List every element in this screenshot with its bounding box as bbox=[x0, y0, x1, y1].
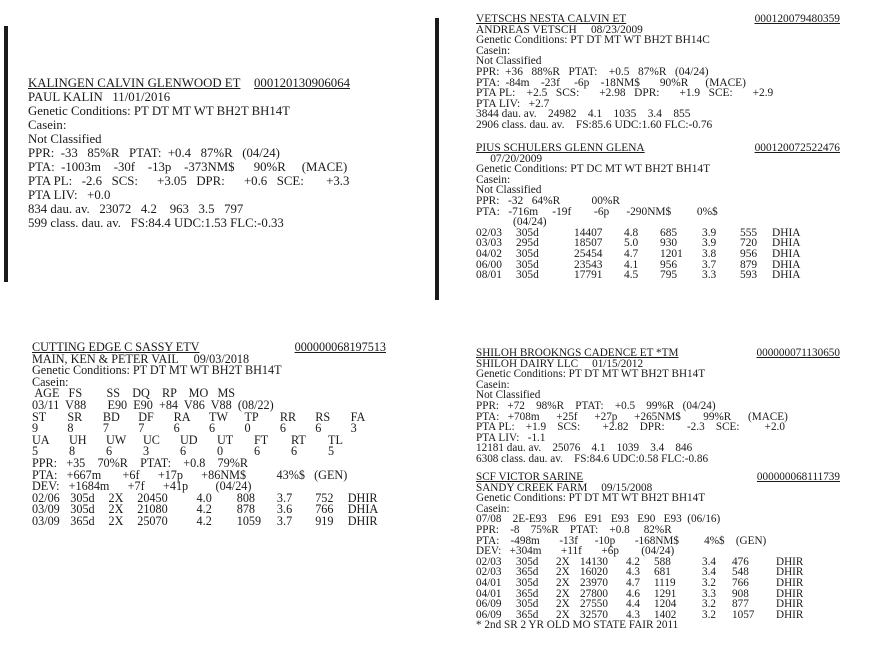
trait-cell: 0 bbox=[244, 421, 251, 436]
entry-header bbox=[476, 348, 840, 359]
record-milk: 32570 bbox=[580, 608, 608, 621]
record-source: DHIA bbox=[772, 247, 801, 260]
record-milk: 25070 bbox=[137, 513, 168, 528]
record-source: DHIR bbox=[776, 576, 804, 589]
record-days: 365d bbox=[516, 566, 539, 579]
casein-line: Casein: bbox=[476, 173, 511, 186]
registration-number: 000000068111739 bbox=[756, 471, 840, 483]
entry-header bbox=[28, 76, 350, 90]
record-protein-pct: 3.4 bbox=[702, 555, 716, 568]
record-date: 03/09 bbox=[32, 513, 60, 528]
record-milkings: 2X bbox=[556, 608, 570, 621]
record-milkings: 2X bbox=[108, 513, 124, 528]
record-date: 06/09 bbox=[476, 608, 502, 621]
ppr-line: PPR: +72 98%R PTAT: +0.5 99%R (04/24) bbox=[476, 399, 716, 412]
trait-cell: 6 bbox=[315, 421, 322, 436]
record-source: DHIR bbox=[776, 608, 804, 621]
record-fat: 808 bbox=[236, 490, 256, 505]
record-fat-pct: 4.3 bbox=[626, 566, 640, 579]
record-fat: 1204 bbox=[654, 598, 677, 611]
owner-line: SHILOH DAIRY LLC 01/15/2012 bbox=[476, 357, 644, 370]
record-milk: 23970 bbox=[580, 576, 608, 589]
pta-line: PTA: +667m +6f +17p +86NM$ 43%$ (GEN) bbox=[32, 467, 348, 482]
trait-cell: 3 bbox=[350, 421, 357, 436]
trait-cell: RR bbox=[279, 409, 297, 424]
record-protein: 908 bbox=[732, 587, 749, 600]
record-date: 04/01 bbox=[476, 587, 502, 600]
pta-line: PTA: +708m +25f +27p +265NM$ 99%R (MACE) bbox=[476, 410, 788, 423]
owner-line: PAUL KALIN 11/01/2016 bbox=[28, 90, 171, 104]
genetic-conditions: Genetic Conditions: PT DT MT WT BH2T BH14T bbox=[476, 492, 706, 505]
pta-pl-line: PTA PL: +1.9 SCS: +2.82 DPR: -2.3 SCE: +2.0 bbox=[476, 421, 785, 434]
genetic-conditions: Genetic Conditions: PT DT MT WT BH2T BH14T bbox=[28, 104, 290, 118]
ppr-line: PPR: -33 85%R PTAT: +0.4 87%R (04/24) bbox=[28, 146, 280, 160]
record-days: 365d bbox=[516, 587, 539, 600]
record-fat-pct: 4.5 bbox=[624, 269, 639, 282]
classification-line: Not Classified bbox=[28, 132, 102, 146]
casein-line: Casein: bbox=[476, 44, 511, 57]
record-protein-pct: 3.2 bbox=[702, 608, 716, 621]
trait-cell: RT bbox=[291, 432, 306, 447]
record-protein: 1057 bbox=[732, 608, 755, 621]
record-fat: 930 bbox=[660, 237, 678, 250]
center-divider-bar bbox=[435, 18, 439, 300]
pta-line: PTA: -84m -23f -6p -18NM$ 90%R (MACE) bbox=[476, 76, 746, 89]
date-line: (04/24) bbox=[476, 216, 547, 229]
trait-cell: TP bbox=[244, 409, 259, 424]
casein-line: Casein: bbox=[476, 502, 510, 515]
record-protein: 766 bbox=[732, 576, 749, 589]
record-source: DHIA bbox=[347, 502, 379, 517]
pta-liv-line: PTA LIV: -1.1 bbox=[476, 431, 546, 444]
trait-cell: 9 bbox=[32, 421, 39, 436]
trait-cell: BD bbox=[102, 409, 120, 424]
record-protein: 879 bbox=[740, 258, 758, 271]
lactation-records bbox=[476, 557, 840, 621]
record-date: 06/00 bbox=[476, 258, 502, 271]
record-date: 02/06 bbox=[32, 490, 60, 505]
record-fat-pct: 5.0 bbox=[624, 237, 639, 250]
trait-cell: 7 bbox=[138, 421, 145, 436]
record-protein-pct: 3.3 bbox=[702, 587, 716, 600]
dev-line: DEV: +1684m +7f +41p (04/24) bbox=[32, 479, 252, 494]
dev-line: DEV: +304m +11f +6p (04/24) bbox=[476, 545, 675, 558]
daughter-average-line: 12181 dau. av. 25076 4.1 1039 3.4 846 bbox=[476, 442, 693, 455]
classification-line: Not Classified bbox=[476, 184, 542, 197]
sire-entry-kalingen bbox=[28, 76, 350, 230]
trait-cell: 3 bbox=[143, 444, 150, 459]
daughter-average-line: 3844 dau. av. 24982 4.1 1035 3.4 855 bbox=[476, 108, 691, 121]
record-fat-pct: 4.3 bbox=[626, 608, 640, 621]
record-source: DHIR bbox=[347, 490, 378, 505]
record-protein-pct: 3.8 bbox=[702, 247, 717, 260]
trait-cell: RS bbox=[315, 409, 331, 424]
trait-cell: 6 bbox=[209, 421, 216, 436]
classified-daughter-line: 2906 class. dau. av. FS:85.6 UDC:1.60 FLC:-0.76 bbox=[476, 118, 713, 131]
record-days: 305d bbox=[70, 490, 95, 505]
record-fat: 588 bbox=[654, 555, 671, 568]
record-milk: 27800 bbox=[580, 587, 608, 600]
ppr-line: PPR: +35 70%R PTAT: +0.8 79%R bbox=[32, 455, 248, 470]
record-fat-pct: 4.2 bbox=[626, 555, 640, 568]
record-fat-pct: 4.8 bbox=[624, 226, 639, 239]
record-fat: 1059 bbox=[236, 513, 262, 528]
record-milk: 23543 bbox=[574, 258, 603, 271]
trait-cell: UD bbox=[180, 432, 198, 447]
ppr-line: PPR: -32 64%R 00%R bbox=[476, 194, 620, 207]
classification-scores: 07/08 2E-E93 E96 E91 E93 E90 E93 (06/16) bbox=[476, 513, 721, 526]
entry-header bbox=[476, 143, 840, 154]
record-protein-pct: 3.7 bbox=[276, 490, 293, 505]
trait-cell: ST bbox=[32, 409, 47, 424]
record-fat: 795 bbox=[660, 269, 678, 282]
record-protein-pct: 3.2 bbox=[702, 598, 716, 611]
record-date: 02/03 bbox=[476, 566, 502, 579]
record-milk: 16020 bbox=[580, 566, 608, 579]
record-source: DHIA bbox=[772, 269, 801, 282]
record-milkings: 2X bbox=[556, 576, 570, 589]
record-date: 03/09 bbox=[32, 502, 60, 517]
ppr-line: PPR: -8 75%R PTAT: +0.8 82%R bbox=[476, 523, 672, 536]
record-milkings: 2X bbox=[108, 490, 124, 505]
record-fat-pct: 4.4 bbox=[626, 598, 640, 611]
dam-entry-pius-schulers bbox=[476, 143, 840, 281]
classified-daughter-line: 6308 class. dau. av. FS:84.6 UDC:0.58 FLC:-0.86 bbox=[476, 452, 709, 465]
trait-cell: 8 bbox=[69, 444, 76, 459]
trait-cell: DF bbox=[138, 409, 154, 424]
dam-entry-scf-victor bbox=[476, 472, 840, 631]
trait-cell: UC bbox=[143, 432, 160, 447]
record-protein: 593 bbox=[740, 269, 758, 282]
record-date: 03/03 bbox=[476, 237, 502, 250]
record-date: 04/02 bbox=[476, 247, 502, 260]
lactation-row bbox=[476, 249, 840, 260]
classification-scores: 03/11 V88 E90 E90 +84 V86 V88 (08/22) bbox=[32, 397, 274, 412]
owner-line: ANDREAS VETSCH 08/23/2009 bbox=[476, 23, 643, 36]
trait-cell: 6 bbox=[291, 444, 298, 459]
record-days: 305d bbox=[70, 502, 95, 517]
trait-cell: FT bbox=[254, 432, 269, 447]
record-protein-pct: 3.4 bbox=[702, 566, 716, 579]
trait-cell: 6 bbox=[180, 444, 187, 459]
record-protein-pct: 3.6 bbox=[276, 502, 293, 517]
record-protein: 720 bbox=[740, 237, 758, 250]
entry-header bbox=[476, 472, 840, 483]
record-milkings: 2X bbox=[556, 598, 570, 611]
record-fat-pct: 4.0 bbox=[196, 490, 212, 505]
registration-number: 000120130906064 bbox=[254, 76, 350, 90]
record-days: 305d bbox=[516, 258, 539, 271]
record-days: 305d bbox=[516, 576, 539, 589]
record-fat-pct: 4.6 bbox=[626, 587, 640, 600]
record-source: DHIR bbox=[776, 587, 804, 600]
record-source: DHIA bbox=[772, 226, 801, 239]
record-source: DHIR bbox=[776, 555, 804, 568]
trait-cell: TW bbox=[209, 409, 228, 424]
record-fat: 956 bbox=[660, 258, 678, 271]
record-protein-pct: 3.2 bbox=[702, 576, 716, 589]
record-milk: 25454 bbox=[574, 247, 603, 260]
trait-cell: RA bbox=[173, 409, 191, 424]
record-protein-pct: 3.3 bbox=[702, 269, 717, 282]
record-days: 365d bbox=[70, 513, 95, 528]
animal-name: CUTTING EDGE C SASSY ETV bbox=[32, 340, 200, 354]
genetic-conditions: Genetic Conditions: PT DT MT WT BH2T BH14T bbox=[476, 368, 706, 381]
animal-name: SHILOH BROOKNGS CADENCE ET *TM bbox=[476, 347, 679, 359]
trait-cell: 6 bbox=[279, 421, 286, 436]
record-fat: 1119 bbox=[654, 576, 676, 589]
record-source: DHIR bbox=[776, 566, 804, 579]
record-protein: 877 bbox=[732, 598, 749, 611]
record-fat: 1402 bbox=[654, 608, 677, 621]
classification-line: Not Classified bbox=[476, 389, 541, 402]
record-milkings: 2X bbox=[556, 555, 570, 568]
genetic-conditions: Genetic Conditions: PT DT MT WT BH2T BH14T bbox=[32, 363, 282, 378]
birth-date-line: 07/20/2009 bbox=[476, 152, 543, 165]
classified-daughter-line: 599 class. dau. av. FS:84.4 UDC:1.53 FLC:-0.33 bbox=[28, 216, 284, 230]
record-days: 305d bbox=[516, 269, 539, 282]
animal-name: KALINGEN CALVIN GLENWOOD ET bbox=[28, 76, 241, 90]
animal-name: PIUS SCHULERS GLENN GLENA bbox=[476, 142, 645, 154]
record-protein: 476 bbox=[732, 555, 749, 568]
pta-liv-line: PTA LIV: +2.7 bbox=[476, 97, 550, 110]
record-fat: 1291 bbox=[654, 587, 677, 600]
record-milkings: 2X bbox=[556, 587, 570, 600]
owner-line: MAIN, KEN & PETER VAIL 09/03/2018 bbox=[32, 351, 250, 366]
record-source: DHIA bbox=[772, 258, 801, 271]
registration-number: 000000071130650 bbox=[756, 347, 840, 359]
lactation-row bbox=[476, 270, 840, 281]
trait-cell: 0 bbox=[217, 444, 224, 459]
pta-pl-line: PTA PL: +2.5 SCS: +2.98 DPR: +1.9 SCE: +2.9 bbox=[476, 87, 774, 100]
record-fat: 878 bbox=[236, 502, 256, 517]
lactation-row bbox=[476, 578, 840, 589]
record-milk: 14130 bbox=[580, 555, 608, 568]
pta-pl-line: PTA PL: -2.6 SCS: +3.05 DPR: +0.6 SCE: +3.3 bbox=[28, 174, 350, 188]
record-days: 295d bbox=[516, 237, 539, 250]
ppr-line: PPR: +36 88%R PTAT: +0.5 87%R (04/24) bbox=[476, 65, 709, 78]
classification-line: Not Classified bbox=[476, 55, 542, 68]
record-fat-pct: 4.2 bbox=[196, 502, 212, 517]
owner-line: SANDY CREEK FARM 09/15/2008 bbox=[476, 481, 653, 494]
record-date: 06/09 bbox=[476, 598, 502, 611]
left-margin-bar bbox=[4, 26, 8, 282]
record-protein-pct: 3.9 bbox=[702, 237, 717, 250]
record-milk: 14407 bbox=[574, 226, 603, 239]
trait-cell: UH bbox=[69, 432, 87, 447]
lactation-records bbox=[32, 490, 386, 528]
trait-cell: SR bbox=[67, 409, 83, 424]
trait-cell: UT bbox=[217, 432, 234, 447]
daughter-average-line: 834 dau. av. 23072 4.2 963 3.5 797 bbox=[28, 202, 244, 216]
trait-cell: UW bbox=[106, 432, 127, 447]
record-fat-pct: 4.7 bbox=[624, 247, 639, 260]
casein-line: Casein: bbox=[476, 378, 510, 391]
record-date: 02/03 bbox=[476, 226, 502, 239]
record-fat-pct: 4.7 bbox=[626, 576, 640, 589]
pta-line: PTA: -1003m -30f -13p -373NM$ 90%R (MACE) bbox=[28, 160, 348, 174]
lactation-records bbox=[476, 228, 840, 281]
record-days: 305d bbox=[516, 247, 539, 260]
record-milk: 17791 bbox=[574, 269, 603, 282]
pta-liv-line: PTA LIV: +0.0 bbox=[28, 188, 111, 202]
animal-name: SCF VICTOR SARINE bbox=[476, 471, 584, 483]
record-milkings: 2X bbox=[556, 566, 570, 579]
casein-line: Casein: bbox=[28, 118, 67, 132]
record-protein: 548 bbox=[732, 566, 749, 579]
trait-cell: 6 bbox=[106, 444, 113, 459]
sire-entry-shiloh bbox=[476, 348, 840, 465]
registration-number: 000120072522476 bbox=[754, 142, 840, 154]
record-milk: 20450 bbox=[137, 490, 168, 505]
record-source: DHIA bbox=[772, 237, 801, 250]
record-protein: 919 bbox=[315, 513, 334, 528]
record-source: DHIR bbox=[347, 513, 378, 528]
trait-cell: UA bbox=[32, 432, 50, 447]
record-protein: 555 bbox=[740, 226, 758, 239]
trait-cell: FA bbox=[350, 409, 366, 424]
record-days: 365d bbox=[516, 608, 539, 621]
record-fat: 681 bbox=[654, 566, 671, 579]
record-protein-pct: 3.7 bbox=[276, 513, 293, 528]
trait-cell: 6 bbox=[254, 444, 261, 459]
sire-entry-vetschs bbox=[476, 14, 840, 131]
pta-line: PTA: -716m -19f -6p -290NM$ 0%$ bbox=[476, 205, 718, 218]
classification-header: AGE FS SS DQ RP MO MS bbox=[32, 386, 236, 401]
record-fat-pct: 4.1 bbox=[624, 258, 639, 271]
record-protein-pct: 3.7 bbox=[702, 258, 717, 271]
trait-cell: 6 bbox=[173, 421, 180, 436]
record-date: 04/01 bbox=[476, 576, 502, 589]
record-milk: 18507 bbox=[574, 237, 603, 250]
pta-line: PTA: -498m -13f -10p -168NM$ 4%$ (GEN) bbox=[476, 534, 767, 547]
record-date: 08/01 bbox=[476, 269, 502, 282]
entry-header bbox=[476, 14, 840, 25]
record-milkings: 2X bbox=[108, 502, 124, 517]
record-fat-pct: 4.2 bbox=[196, 513, 212, 528]
casein-line: Casein: bbox=[32, 374, 69, 389]
footnote: * 2nd SR 2 YR OLD MO STATE FAIR 2011 bbox=[476, 619, 679, 632]
record-days: 305d bbox=[516, 598, 539, 611]
record-protein: 766 bbox=[315, 502, 334, 517]
trait-cell: 5 bbox=[32, 444, 39, 459]
record-date: 02/03 bbox=[476, 555, 502, 568]
trait-cell: TL bbox=[328, 432, 343, 447]
trait-cell: 5 bbox=[328, 444, 335, 459]
record-days: 305d bbox=[516, 555, 539, 568]
record-source: DHIR bbox=[776, 598, 804, 611]
genetic-conditions: Genetic Conditions: PT DC MT WT BH2T BH14T bbox=[476, 163, 711, 176]
record-fat: 685 bbox=[660, 226, 678, 239]
registration-number: 000000068197513 bbox=[294, 340, 386, 354]
record-protein: 752 bbox=[315, 490, 334, 505]
record-protein-pct: 3.9 bbox=[702, 226, 717, 239]
lactation-row bbox=[32, 513, 386, 528]
record-protein: 956 bbox=[740, 247, 758, 260]
record-milk: 21080 bbox=[137, 502, 168, 517]
genetic-conditions: Genetic Conditions: PT DT MT WT BH2T BH14C bbox=[476, 34, 710, 47]
animal-name: VETSCHS NESTA CALVIN ET bbox=[476, 13, 627, 25]
linear-traits bbox=[32, 409, 386, 459]
record-milk: 27550 bbox=[580, 598, 608, 611]
trait-cell: 8 bbox=[67, 421, 74, 436]
trait-cell: 7 bbox=[102, 421, 109, 436]
registration-number: 000120079480359 bbox=[754, 13, 840, 25]
record-days: 305d bbox=[516, 226, 539, 239]
cow-entry-cutting-edge bbox=[32, 342, 386, 528]
record-fat: 1201 bbox=[660, 247, 683, 260]
